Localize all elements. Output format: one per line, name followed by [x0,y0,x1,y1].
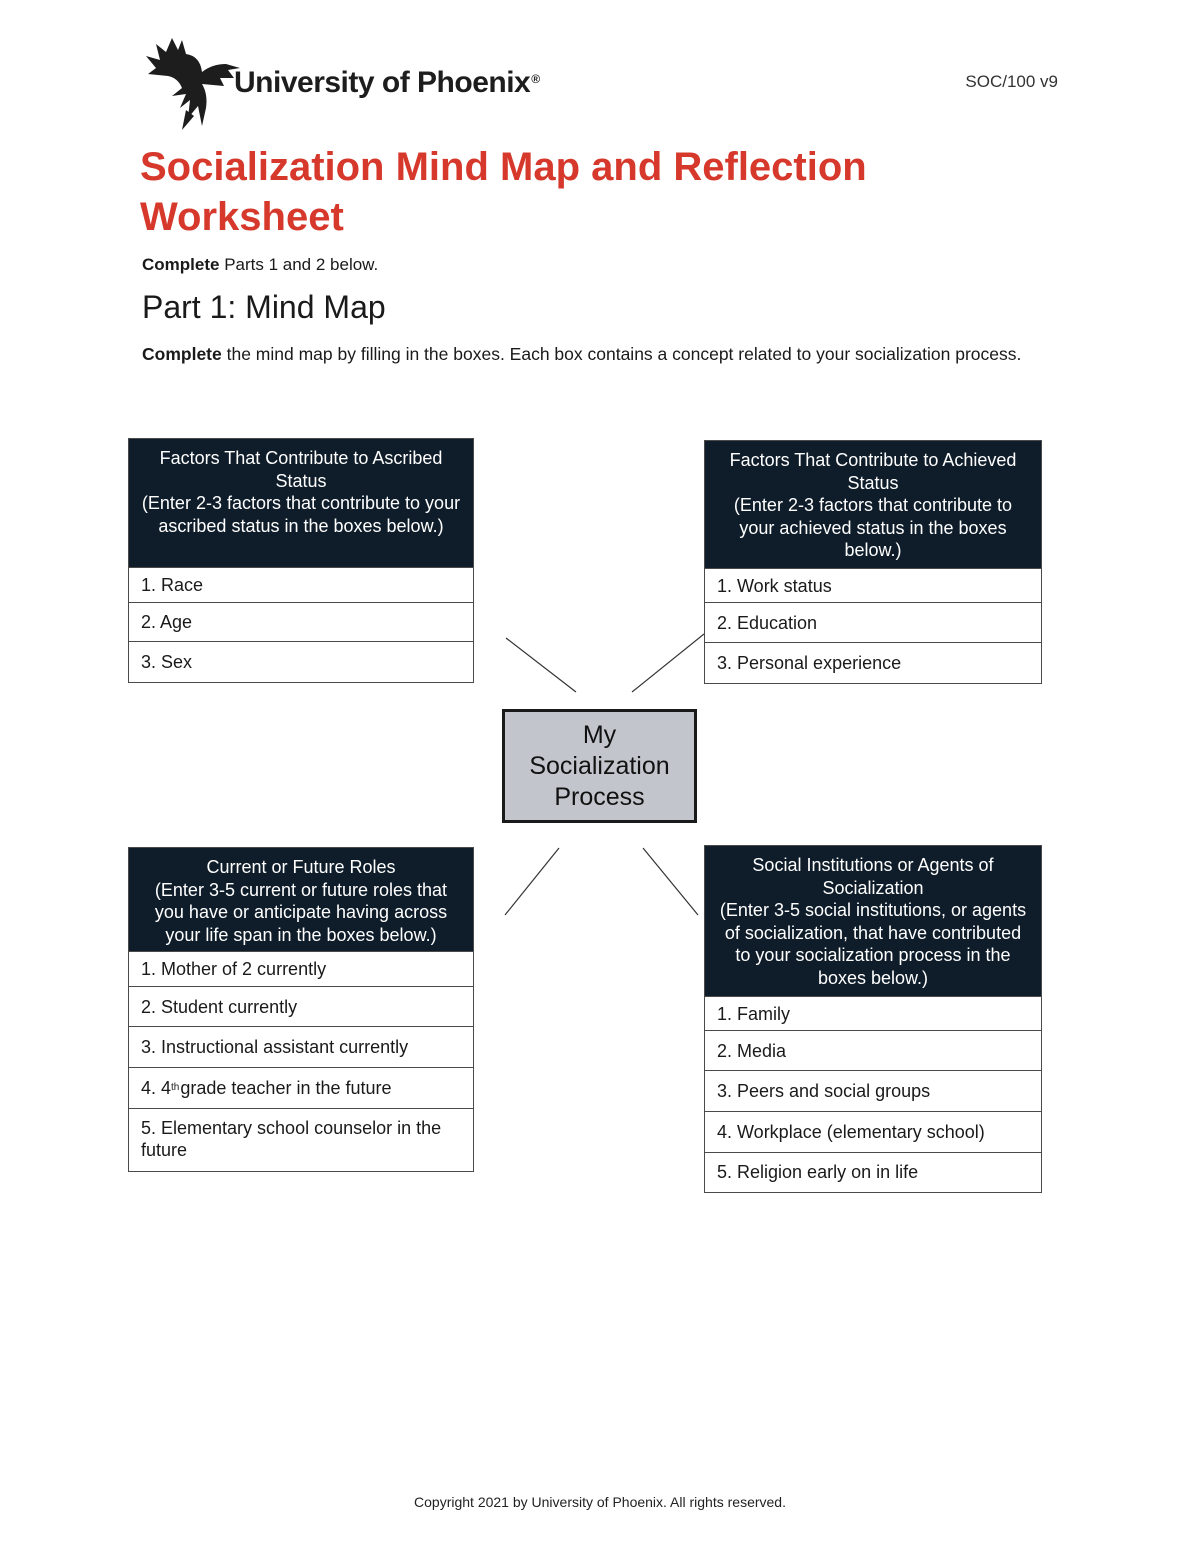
ascribed-status-title: Factors That Contribute to Ascribed Status [159,448,443,491]
instruction-text: Complete the mind map by filling in the boxes. Each box contains a concept related to your socialization process. [142,344,1022,364]
connector-institutions [643,848,698,915]
center-line-2: Socialization [529,751,670,780]
ascribed-status-header [129,439,473,567]
achieved-status-box [704,440,1042,684]
ascribed-item-3[interactable]: 3. Sex [129,641,473,681]
part1-heading: Part 1: Mind Map [142,289,386,325]
roles-title: Current or Future Roles [206,857,396,877]
course-code: SOC/100 v9 [965,72,1058,91]
document-title: Socialization Mind Map and Reflection Worksheet [140,145,867,239]
roles-box [128,847,474,1172]
connector-achieved [632,634,704,692]
achieved-status-instructions: (Enter 2-3 factors that contribute to your achieved status in the boxes below.) [733,495,1013,560]
roles-item-5[interactable]: 5. Elementary school counselor in the future [129,1108,473,1170]
institutions-item-3[interactable]: 3. Peers and social groups [705,1070,1041,1111]
ascribed-item-1[interactable]: 1. Race [129,567,473,602]
achieved-item-3[interactable]: 3. Personal experience [705,642,1041,682]
roles-item-1[interactable]: 1. Mother of 2 currently [129,951,473,986]
copyright-footer: Copyright 2021 by University of Phoenix. All rights reserved. [414,1494,786,1510]
institutions-item-2[interactable]: 2. Media [705,1030,1041,1070]
institutions-box [704,845,1042,1193]
ascribed-status-instructions: (Enter 2-3 factors that contribute to your ascribed status in the boxes below.) [141,493,461,536]
ascribed-item-2[interactable]: 2. Age [129,602,473,641]
achieved-status-title: Factors That Contribute to Achieved Status [729,450,1017,493]
roles-item-2[interactable]: 2. Student currently [129,986,473,1026]
institutions-title: Social Institutions or Agents of Socialization [752,855,994,898]
center-line-1: My [582,720,617,749]
my-socialization-process-box [502,709,697,823]
achieved-item-2[interactable]: 2. Education [705,602,1041,642]
achieved-item-1[interactable]: 1. Work status [705,568,1041,602]
institutions-item-4[interactable]: 4. Workplace (elementary school) [705,1111,1041,1152]
roles-header [129,848,473,951]
connector-roles [505,848,559,915]
connector-ascribed [506,638,576,692]
achieved-status-header [705,441,1041,568]
roles-item-3[interactable]: 3. Instructional assistant currently [129,1026,473,1067]
roles-instructions: (Enter 3-5 current or future roles that you have or anticipate having across your life span in the boxes below.) [154,879,448,945]
ascribed-status-box [128,438,474,683]
institutions-item-5[interactable]: 5. Religion early on in life [705,1152,1041,1191]
brand-name: University of Phoenix® [234,66,540,99]
center-line-3: Process [554,782,645,811]
institutions-header [705,846,1041,996]
institutions-instructions: (Enter 3-5 social institutions, or agents of socialization, that have contributed to your socialization process in the boxes below.) [719,900,1027,988]
roles-item-4[interactable]: 4. 4 th grade teacher in the future [129,1067,473,1108]
institutions-item-1[interactable]: 1. Family [705,996,1041,1030]
intro-text: Complete Parts 1 and 2 below. [142,255,379,274]
